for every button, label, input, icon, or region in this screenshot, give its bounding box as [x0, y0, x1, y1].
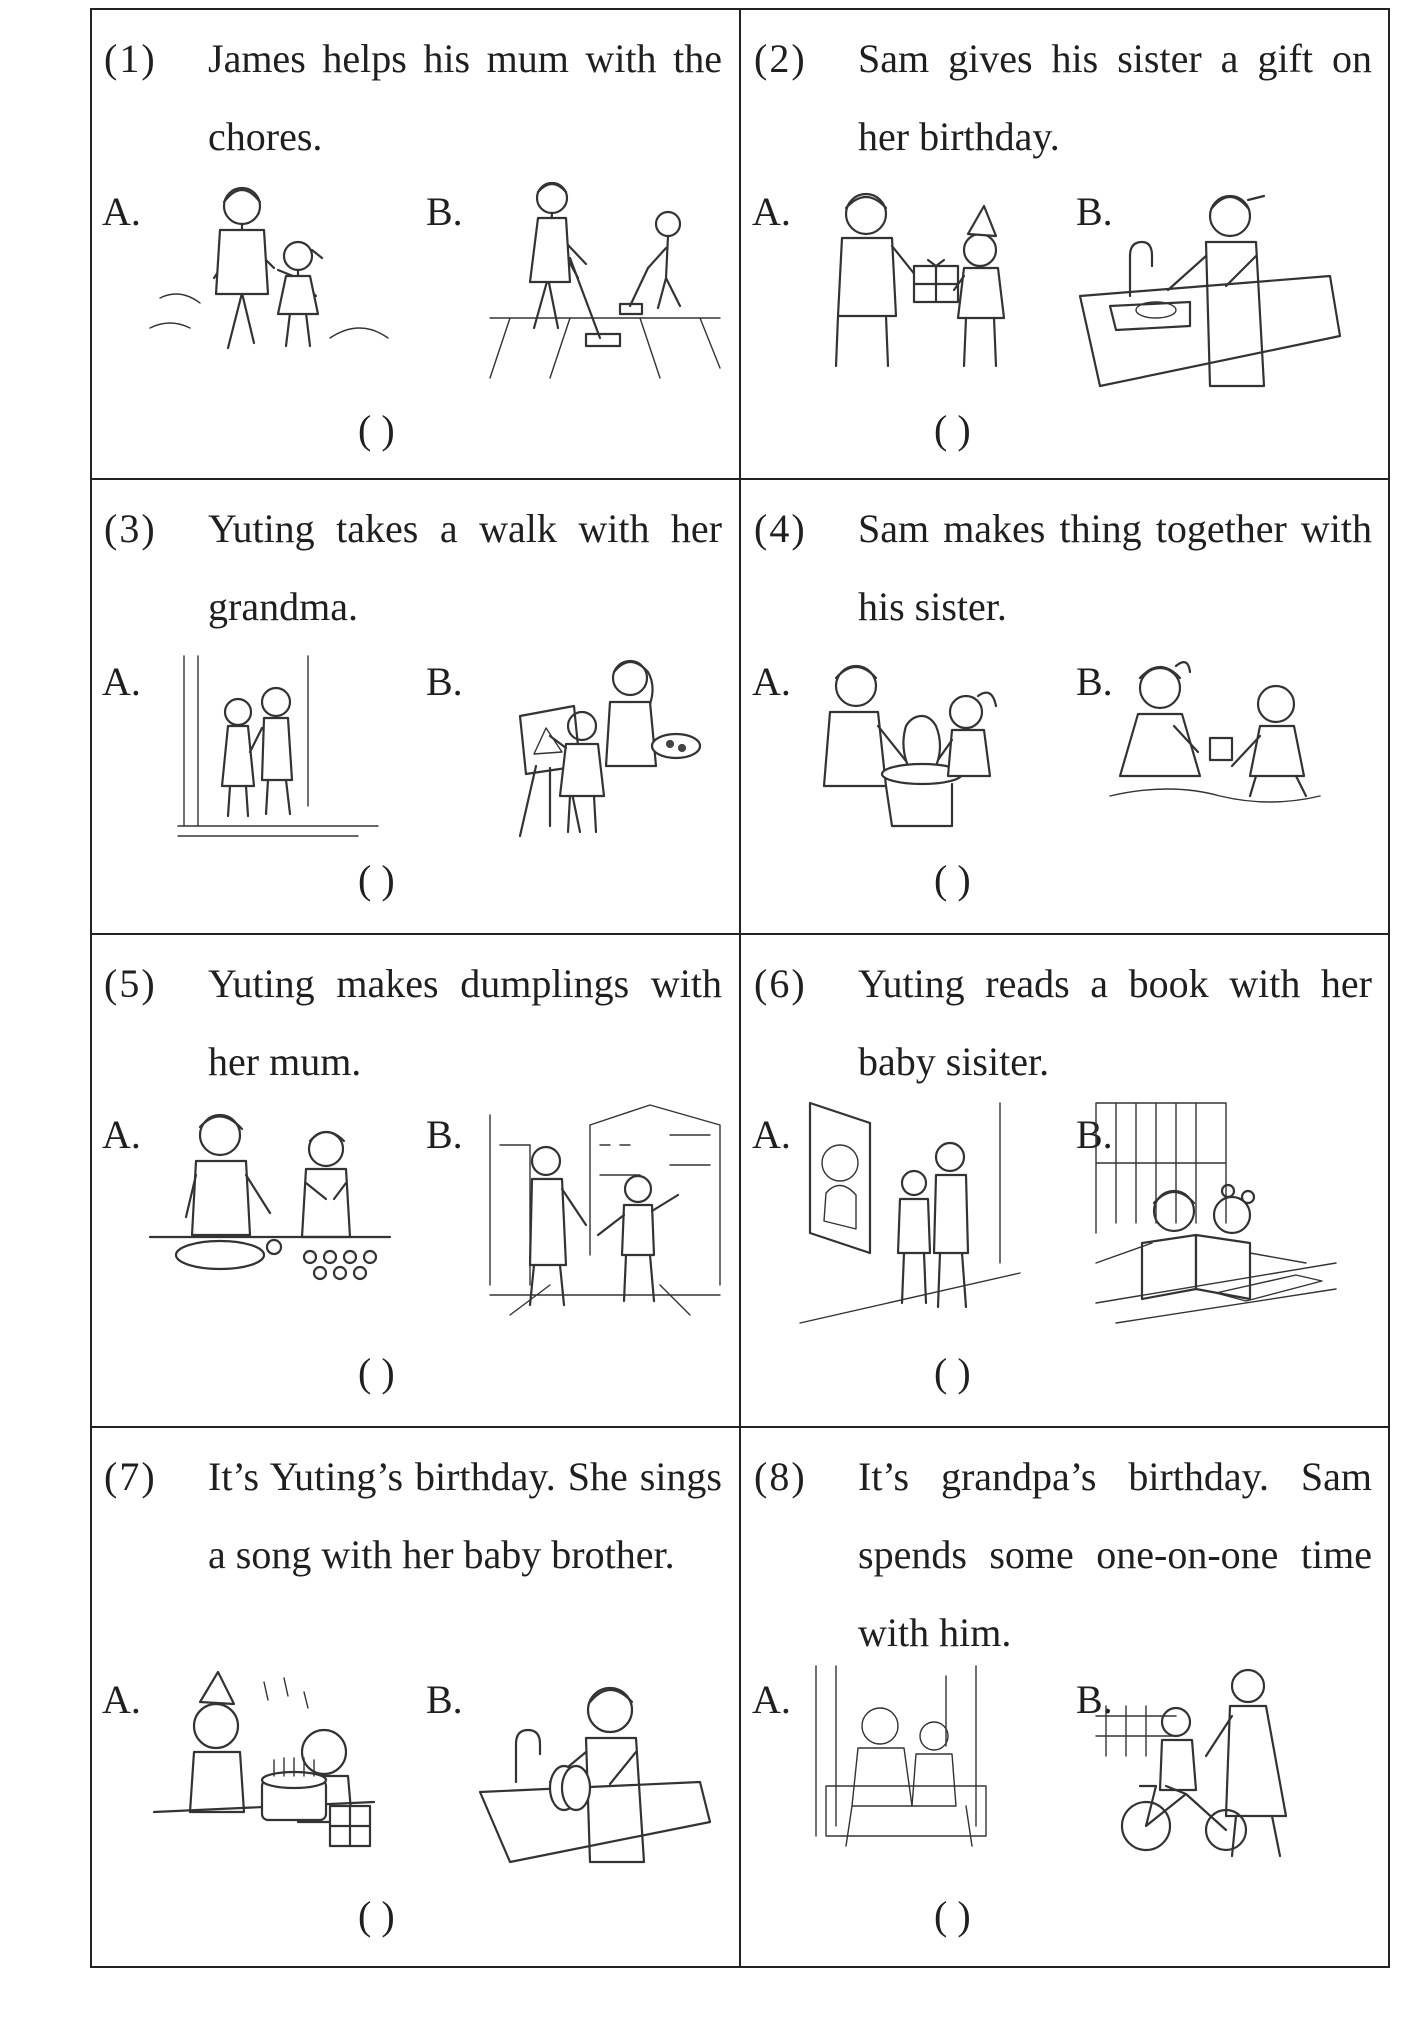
washing-dishes-icon [480, 1672, 710, 1872]
question-text: Yuting makes dumplings with her mum. [208, 961, 722, 1084]
answer-blank[interactable]: ( ) [934, 857, 971, 902]
question-1-cell [90, 8, 740, 478]
washing-dishes-icon [1080, 186, 1340, 396]
playing-sand-icon [1110, 656, 1330, 836]
option-a-label: A. [102, 1112, 141, 1157]
walking-with-child-icon [150, 178, 390, 368]
option-a-label: A. [102, 1677, 141, 1722]
option-b-label: B. [1076, 659, 1113, 704]
answer-blank[interactable]: ( ) [934, 1893, 971, 1938]
answer-blank[interactable]: ( ) [358, 857, 395, 902]
question-number: (6) [754, 961, 807, 1006]
making-dumplings-icon [150, 1105, 400, 1295]
option-b-label: B. [1076, 1677, 1113, 1722]
birthday-singing-icon [154, 1672, 394, 1862]
option-b-label: B. [426, 1677, 463, 1722]
giving-gift-icon [816, 186, 1036, 376]
reading-book-icon [1096, 1103, 1336, 1333]
question-6-text-block [754, 945, 1372, 1101]
question-text: Sam gives his sister a gift on her birthday. [858, 36, 1372, 159]
question-1-text-block [104, 20, 722, 176]
option-b-label: B. [1076, 1112, 1113, 1157]
answer-blank[interactable]: ( ) [934, 407, 971, 452]
question-text: James helps his mum with the chores. [208, 36, 722, 159]
question-number: (7) [104, 1454, 157, 1499]
option-a-label: A. [102, 659, 141, 704]
option-b-label: B. [1076, 189, 1113, 234]
question-text: It’s Yuting’s birthday. She sings a song with her baby brother. [208, 1454, 722, 1577]
question-number: (1) [104, 36, 157, 81]
walking-together-icon [178, 656, 378, 846]
question-2-cell [740, 8, 1390, 478]
question-3-cell [90, 478, 740, 933]
riding-bike-icon [1096, 1666, 1326, 1866]
option-a-label: A. [752, 659, 791, 704]
question-3-text-block [104, 490, 722, 646]
option-b-label: B. [426, 659, 463, 704]
question-number: (5) [104, 961, 157, 1006]
option-a-label: A. [752, 1677, 791, 1722]
pottery-wheel-icon [816, 656, 1016, 836]
sitting-with-grandpa-icon [816, 1666, 996, 1856]
city-street-walk-icon [490, 1105, 720, 1325]
option-b-label: B. [426, 189, 463, 234]
question-number: (3) [104, 506, 157, 551]
question-4-cell [740, 478, 1390, 933]
answer-blank[interactable]: ( ) [358, 407, 395, 452]
question-5-cell [90, 933, 740, 1426]
answer-blank[interactable]: ( ) [934, 1350, 971, 1395]
museum-visit-icon [800, 1103, 1020, 1323]
question-text: Yuting takes a walk with her grandma. [208, 506, 722, 629]
question-6-cell [740, 933, 1390, 1426]
mopping-floor-icon [490, 178, 720, 378]
question-7-cell [90, 1426, 740, 1968]
option-a-label: A. [102, 189, 141, 234]
answer-blank[interactable]: ( ) [358, 1350, 395, 1395]
question-7-text-block [104, 1438, 722, 1594]
question-2-text-block [754, 20, 1372, 176]
option-a-label: A. [752, 189, 791, 234]
question-number: (8) [754, 1454, 807, 1499]
question-5-text-block [104, 945, 722, 1101]
question-number: (4) [754, 506, 807, 551]
question-8-text-block [754, 1438, 1372, 1672]
painting-easel-icon [490, 656, 700, 846]
option-a-label: A. [752, 1112, 791, 1157]
question-text: Sam makes thing together with his sister. [858, 506, 1372, 629]
question-text: Yuting reads a book with her baby sisiter. [858, 961, 1372, 1084]
question-4-text-block [754, 490, 1372, 646]
question-8-cell [740, 1426, 1390, 1968]
worksheet [90, 8, 1390, 1968]
answer-blank[interactable]: ( ) [358, 1893, 395, 1938]
question-text: It’s grandpa’s birthday. Sam spends some one-on-one time with him. [858, 1454, 1372, 1655]
question-number: (2) [754, 36, 807, 81]
option-b-label: B. [426, 1112, 463, 1157]
